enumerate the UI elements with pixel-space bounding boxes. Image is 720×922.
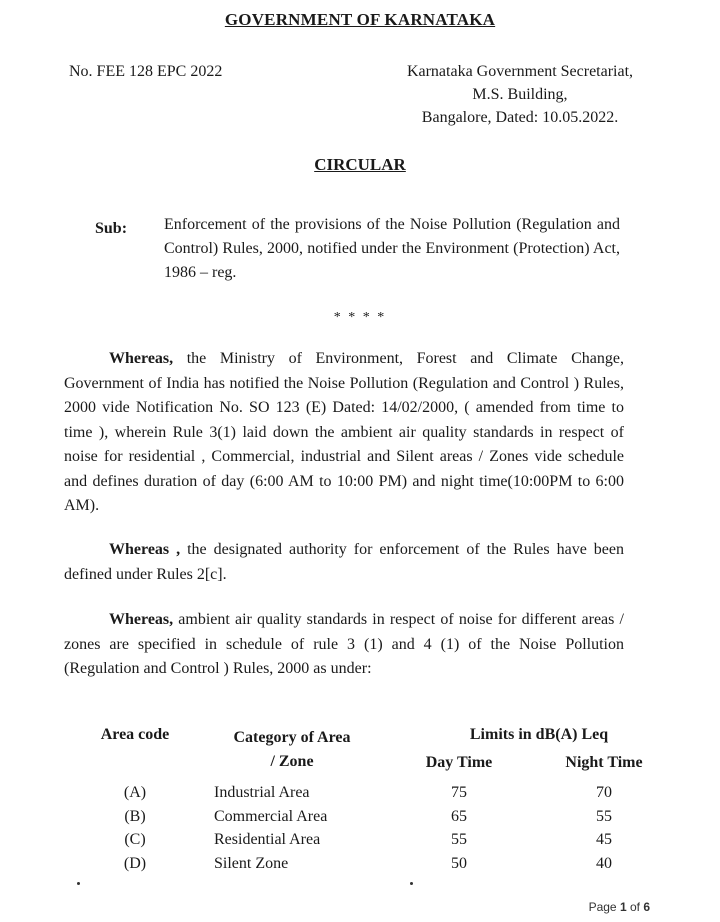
- page-current: 1: [619, 900, 627, 914]
- header-limits: Limits in dB(A) Leq: [469, 726, 609, 743]
- night-limit-cell: 55: [596, 807, 612, 825]
- paragraph-lead: Whereas,: [109, 611, 174, 628]
- scan-speck: [410, 882, 413, 885]
- night-limit-cell: 70: [596, 784, 612, 801]
- section-separator: * * * *: [333, 310, 387, 325]
- page-separator: of: [626, 900, 644, 914]
- table-row: [80, 831, 684, 855]
- day-limit-cell: 50: [451, 854, 467, 872]
- address-line: M.S. Building,: [472, 86, 568, 103]
- header-category: [190, 726, 394, 784]
- area-code-cell: (C): [124, 831, 146, 848]
- area-code-cell: (B): [124, 807, 146, 825]
- category-cell: Silent Zone: [214, 854, 289, 872]
- header-category-line1: Category of Area: [233, 729, 351, 746]
- area-code-cell: (A): [123, 784, 147, 801]
- subject-text: Enforcement of the provisions of the Noise Pollution (Regulation and Control) Rules, 2000, notified under the Environment (Protection) Act, 1986 – reg.: [164, 216, 620, 281]
- header-category-line2: / Zone: [270, 753, 314, 770]
- reference-number: No. FEE 128 EPC 2022: [69, 63, 223, 80]
- paragraph-text: the Ministry of Environment, Forest and Climate Change, Government of India has notified the Noise Pollution (Regulation and Control ) Rules, 2000 vide Notification No. SO 123 (E) Dated: 14/02/2000, ( amended from time to time ), wherein Rule 3(1) laid down the ambient air quality standards in respect of noise for residential , Commercial, industrial and Silent areas / Zones vide schedule and defines duration of day (6:00 AM to 10:00 PM) and night time(10:00PM to 6:00 AM).: [64, 350, 624, 514]
- day-limit-cell: 55: [451, 831, 467, 848]
- page-total: 6: [643, 900, 650, 914]
- whereas-paragraph-1: [64, 347, 624, 519]
- table-row: [80, 855, 684, 879]
- day-limit-cell: 75: [451, 784, 467, 801]
- page-prefix: Page: [588, 900, 620, 914]
- category-cell: Industrial Area: [214, 784, 310, 801]
- paragraph-lead: Whereas,: [109, 350, 174, 367]
- header-night-time: Night Time: [565, 754, 643, 771]
- paragraph-text: the designated authority for enforcement of the Rules have been defined under Rules 2[c].: [64, 541, 624, 583]
- address-line: Karnataka Government Secretariat,: [406, 63, 634, 80]
- paragraph-lead: Whereas ,: [109, 541, 181, 558]
- document-title: GOVERNMENT OF KARNATAKA: [224, 10, 496, 29]
- day-limit-cell: 65: [451, 807, 467, 825]
- area-code-cell: (D): [123, 854, 147, 872]
- scan-speck: [77, 882, 80, 885]
- subject-label: Sub:: [95, 220, 128, 237]
- sender-address: [380, 60, 660, 129]
- header-day-time: Day Time: [425, 754, 493, 771]
- noise-limits-table: [80, 726, 684, 878]
- whereas-paragraph-2: [64, 538, 624, 587]
- category-cell: Residential Area: [214, 831, 321, 848]
- night-limit-cell: 45: [596, 831, 612, 848]
- circular-heading: CIRCULAR: [314, 155, 406, 174]
- category-cell: Commercial Area: [214, 807, 328, 825]
- header-area-code: Area code: [100, 726, 170, 743]
- page-number: [589, 900, 650, 914]
- night-limit-cell: 40: [596, 854, 612, 872]
- address-date-line: Bangalore, Dated: 10.05.2022.: [421, 109, 619, 126]
- table-row: [80, 784, 684, 808]
- table-row: [80, 808, 684, 832]
- whereas-paragraph-3: [64, 608, 624, 682]
- paragraph-text: ambient air quality standards in respect of noise for different areas / zones are specified in schedule of rule 3 (1) and 4 (1) of the Noise Pollution (Regulation and Control ) Rules, 2000 as under:: [64, 611, 624, 677]
